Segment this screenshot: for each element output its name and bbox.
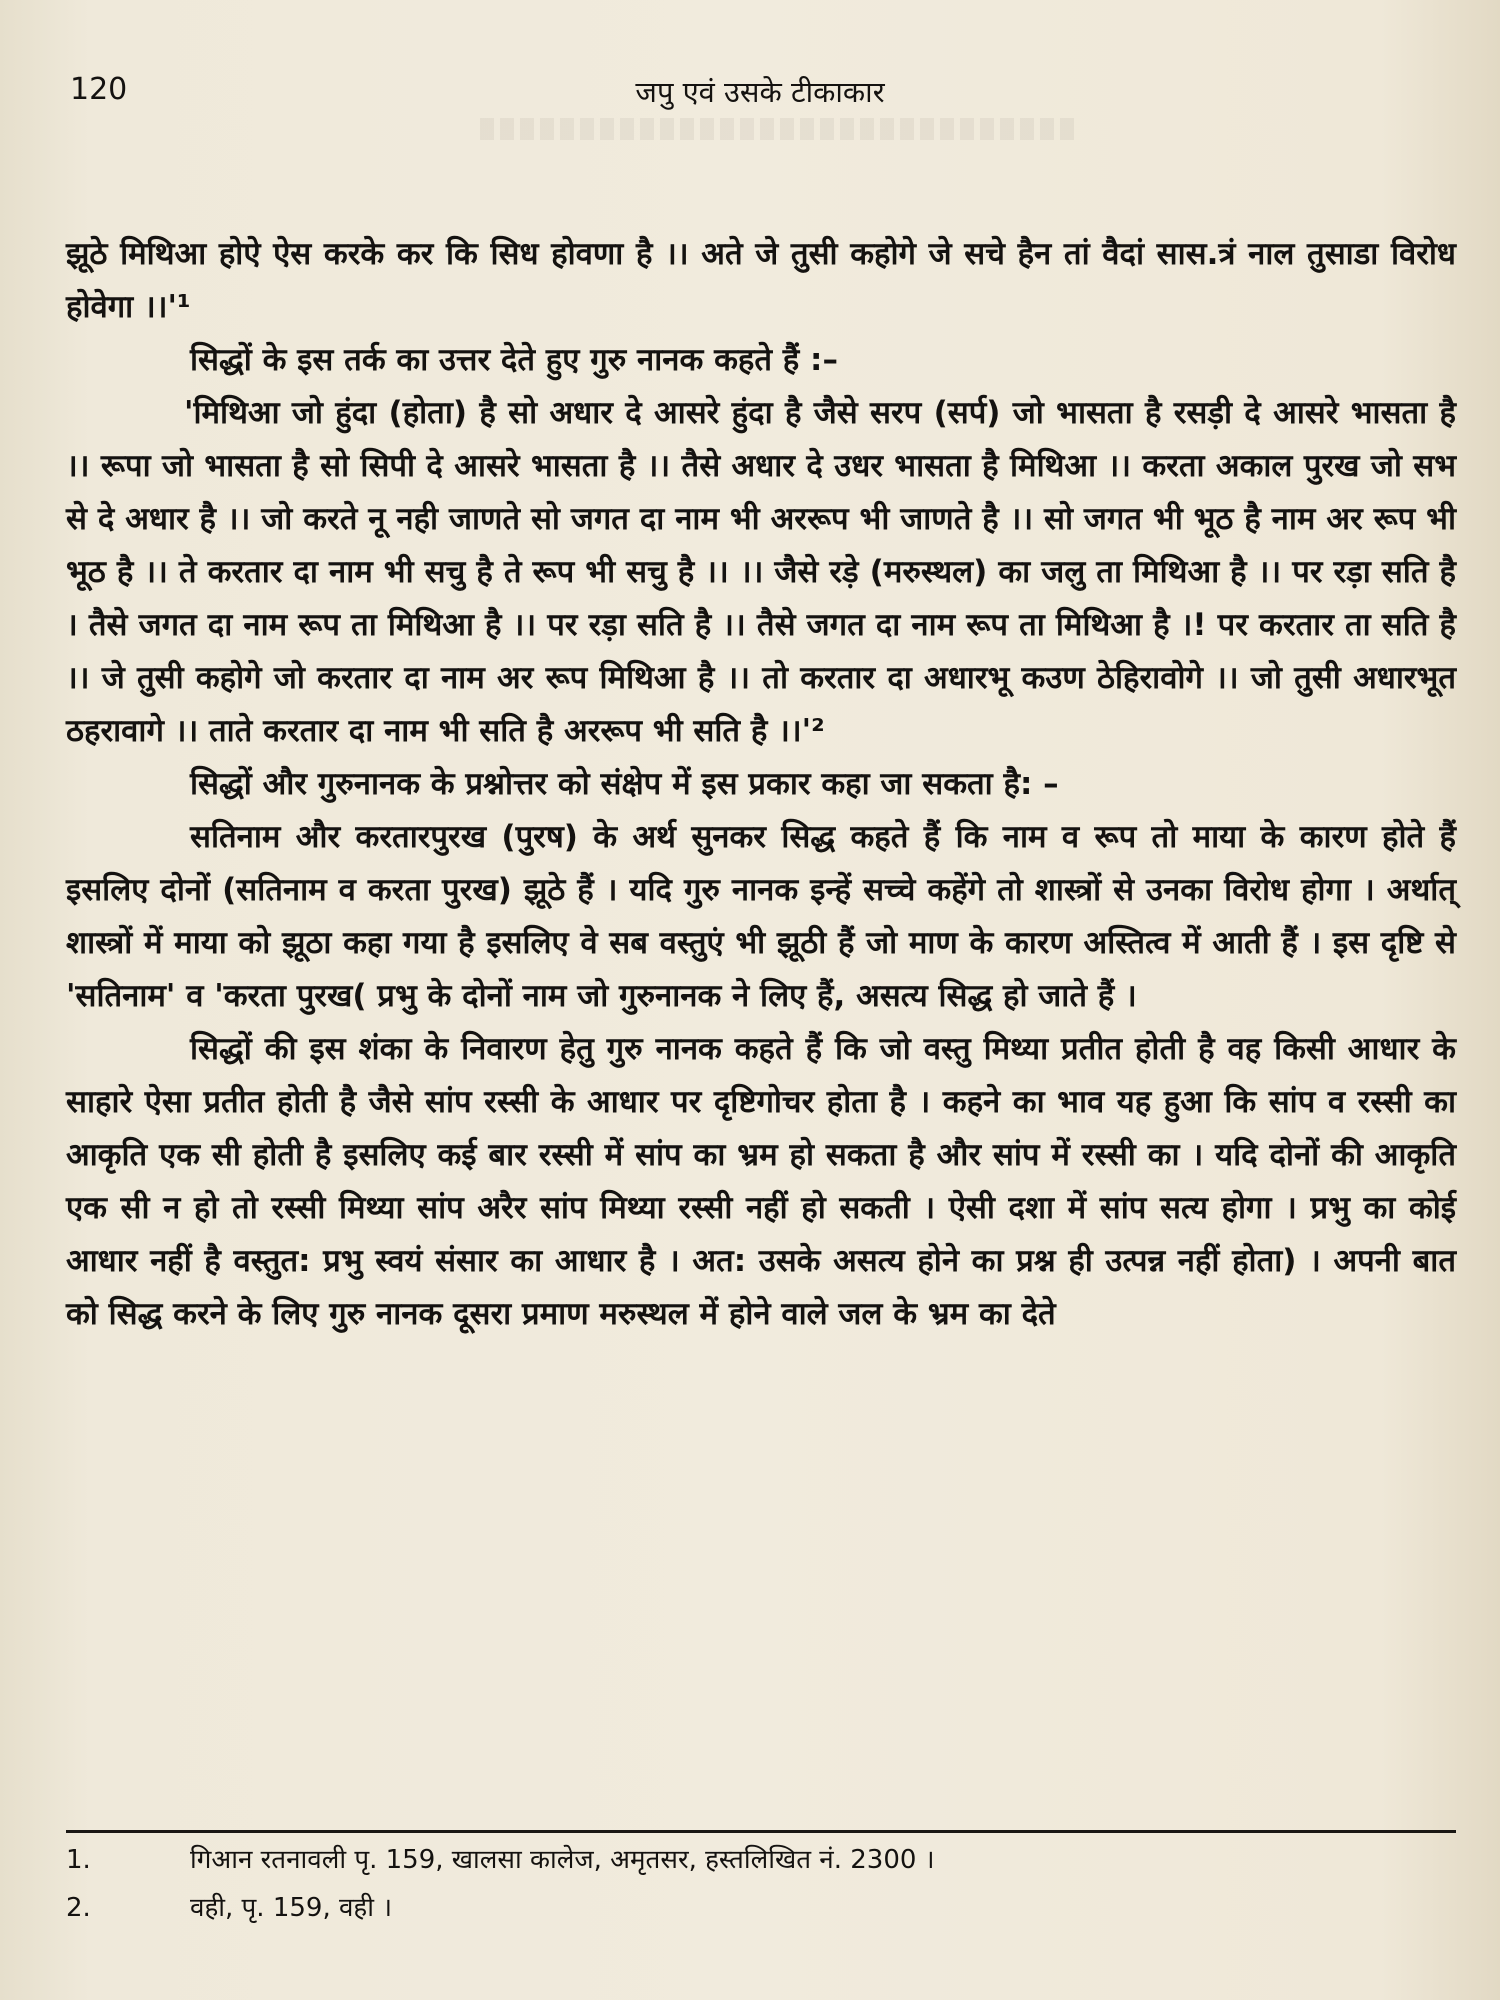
footnote-text: गिआन रतनावली पृ. 159, खालसा कालेज, अमृतसर, हस्तलिखित नं. 2300 । (190, 1845, 935, 1875)
footnote-item (66, 1836, 1456, 1884)
paragraph: सिद्धों के इस तर्क का उत्तर देते हुए गुरु नानक कहते हैं :– (190, 342, 838, 378)
footnote-number: 2. (66, 1893, 91, 1923)
body-text (66, 228, 1456, 1341)
footnote-number: 1. (66, 1845, 91, 1875)
paragraph-continuation: झूठे मिथिआ होऐ ऐस करके कर कि सिध होवणा है ।। अते जे तुसी कहोगे जे सचे हैन तां वैदां सास.त्रं नाल तुसाडा विरोध होवेगा ।।'¹ (66, 236, 1456, 325)
footnotes (66, 1836, 1456, 1932)
footnote-divider (66, 1830, 1456, 1833)
paragraph-quote: 'मिथिआ जो हुंदा (होता) है सो अधार दे आसरे हुंदा है जैसे सरप (सर्प) जो भासता है रसड़ी दे आसरे भासता है ।। रूपा जो भासता है सो सिपी दे आसरे भासता है ।। तैसे अधार दे उधर भासता है मिथिआ ।। करता अकाल पुरख जो सभ से दे अधार है ।। जो करते नू नही जाणते सो जगत दा नाम भी अररूप भी जाणते है ।। सो जगत भी भूठ है नाम अर रूप भी भूठ है ।। ते करतार दा नाम भी सचु है ते रूप भी सचु है ।। ।। जैसे रड़े (मरुस्थल) का जलु ता मिथिआ है ।। पर रड़ा सति है । तैसे जगत दा नाम रूप ता मिथिआ है ।। पर रड़ा सति है ।। तैसे जगत दा नाम रूप ता मिथिआ है ।! पर करतार ता सति है ।। जे तुसी कहोगे जो करतार दा नाम अर रूप मिथिआ है ।। तो करतार दा अधारभू कउण ठेहिरावोगे ।। जो तुसी अधारभूत ठहरावागे ।। ताते करतार दा नाम भी सति है अररूप भी सति है ।।'² (66, 395, 1457, 749)
show-through-text (480, 118, 1080, 140)
paragraph: सतिनाम और करतारपुरख (पुरष) के अर्थ सुनकर सिद्ध कहते हैं कि नाम व रूप तो माया के कारण होते हैं इसलिए दोनों (सतिनाम व करता पुरख) झूठे हैं । यदि गुरु नानक इन्हें सच्चे कहेंगे तो शास्त्रों से उनका विरोध होगा । अर्थात् शास्त्रों में माया को झूठा कहा गया है इसलिए वे सब वस्तुएं भी झूठी हैं जो माण के कारण अस्तित्व में आती हैं । इस दृष्टि से 'सतिनाम' व 'करता पुरख( प्रभु के दोनों नाम जो गुरुनानक ने लिए हैं, असत्य सिद्ध हो जाते हैं । (66, 819, 1456, 1014)
page-number: 120 (70, 72, 128, 107)
paragraph: सिद्धों की इस शंका के निवारण हेतु गुरु नानक कहते हैं कि जो वस्तु मिथ्या प्रतीत होती है वह किसी आधार के साहारे ऐसा प्रतीत होती है जैसे सांप रस्सी के आधार पर दृष्टिगोचर होता है । कहने का भाव यह हुआ कि सांप व रस्सी का आकृति एक सी होती है इसलिए कई बार रस्सी में सांप का भ्रम हो सकता है और सांप में रस्सी का । यदि दोनों की आकृति एक सी न हो तो रस्सी मिथ्या सांप अरैर सांप मिथ्या रस्सी नहीं हो सकती । ऐसी दशा में सांप सत्य होगा । प्रभु का कोई आधार नहीं है वस्तुत: प्रभु स्वयं संसार का आधार है । अत: उसके असत्य होने का प्रश्न ही उत्पन्न नहीं होता) । अपनी बात को सिद्ध करने के लिए गुरु नानक दूसरा प्रमाण मरुस्थल में होने वाले जल के भ्रम का देते (66, 1031, 1456, 1332)
footnote-item (66, 1884, 1456, 1932)
paragraph: सिद्धों और गुरुनानक के प्रश्नोत्तर को संक्षेप में इस प्रकार कहा जा सकता है: – (190, 766, 1059, 802)
footnote-text: वही, पृ. 159, वही । (190, 1893, 393, 1923)
page-header (70, 72, 1450, 112)
running-head: जपु एवं उसके टीकाकार (635, 75, 885, 109)
